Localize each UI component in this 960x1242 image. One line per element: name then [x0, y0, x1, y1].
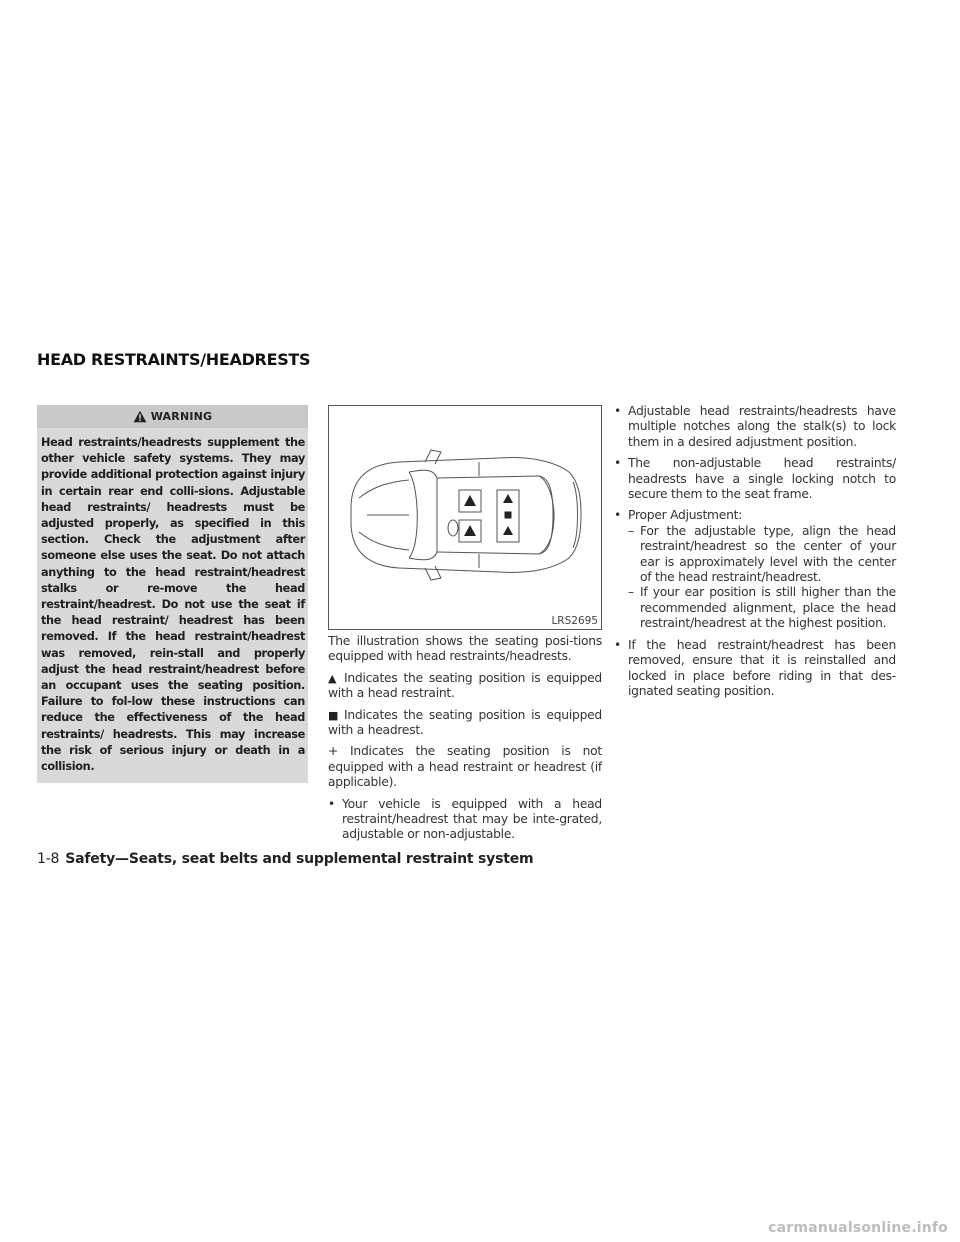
intro-paragraph: The illustration shows the seating posi-tions equipped with head restraints/headrests. [328, 634, 602, 664]
seating-illustration [328, 405, 602, 630]
right-column [614, 404, 896, 705]
warning-text: Head restraints/headrests supplement the other vehicle safety systems. They may provide additional protection against injury in certain rear end colli-sions. Adjustable head restraints/ headrests must be adjusted properly, as specified in this section. Check the adjustment after someone else uses the seat. Do not attach anything to the head restraint/headrest stalks or re-move the head restraint/headrest. Do not use the seat if the head restraint/ headrest has been removed. If the head restraint/headrest was removed, rein-stall and properly adjust the head restraint/headrest before an occupant uses the seating position. Failure to fol-low these instructions can reduce the effectiveness of the head restraints/ headrests. This may increase the risk of serious injury or death in a collision. [41, 436, 305, 774]
list-item: • Your vehicle is equipped with a head restraint/headrest that may be inte-grated, adjustable or non-adjustable. [328, 796, 602, 842]
section-heading: HEAD RESTRAINTS/HEADRESTS [37, 350, 311, 369]
bullet-icon: • [614, 456, 622, 471]
page-footer [37, 851, 533, 867]
figure-label: LRS2695 [551, 615, 598, 627]
dash-icon: – [628, 585, 634, 600]
rear-center-square-icon [505, 512, 512, 519]
warning-icon [133, 410, 147, 423]
list-item: • If the head restraint/headrest has been removed, ensure that it is reinstalled and locked in place before riding in that des-ignated seating position. [614, 637, 896, 698]
bullet-icon: • [614, 637, 622, 652]
warning-box [37, 405, 308, 783]
sub-list-item: – If your ear position is still higher than the recommended alignment, place the head restraint/headrest at the highest position. [628, 585, 896, 631]
square-legend: ■ Indicates the seating position is equipped with a headrest. [328, 707, 602, 738]
bullet-icon: • [614, 508, 622, 523]
list-item: • Proper Adjustment: [614, 508, 743, 523]
watermark: carmanualsonline.info [768, 1220, 948, 1236]
triangle-legend: ▲ Indicates the seating position is equipped with a head restraint. [328, 670, 602, 701]
sub-list-item: – For the adjustable type, align the head restraint/headrest so the center of your ear is approximately level with the center of the head restraint/headrest. [628, 523, 896, 585]
plus-legend: + Indicates the seating position is not equipped with a head restraint or headrest (if applicable). [328, 744, 602, 790]
warning-label: WARNING [150, 410, 213, 423]
triangle-icon: ▲ [328, 671, 337, 685]
bullet-icon: • [614, 404, 622, 418]
list-item: • The non-adjustable head restraints/ headrests have a single locking notch to secure them to the seat frame. [614, 456, 896, 502]
warning-header [37, 405, 308, 428]
chapter-title: Safety—Seats, seat belts and supplemental restraint system [65, 851, 534, 867]
middle-column [328, 634, 602, 849]
car-top-view-illustration [329, 406, 601, 629]
dash-icon: – [628, 523, 634, 538]
list-item: • Adjustable head restraints/headrests have multiple notches along the stalk(s) to lock them in a desired adjustment position. [614, 404, 896, 449]
page-number: 1-8 [37, 851, 60, 867]
bullet-icon: • [328, 796, 336, 811]
square-icon: ■ [328, 708, 339, 722]
